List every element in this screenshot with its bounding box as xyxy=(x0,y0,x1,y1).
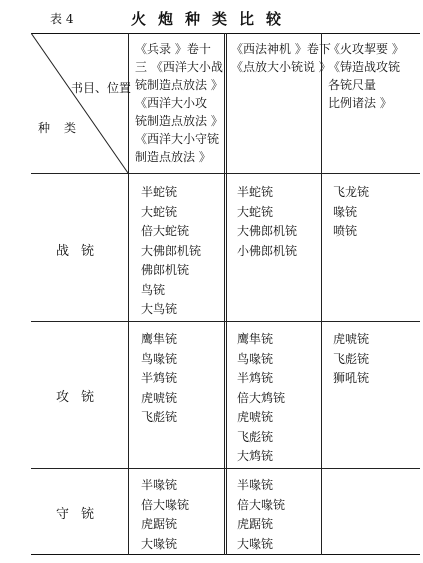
comparison-table xyxy=(31,33,420,555)
gun-name: 倍大喙铳 xyxy=(141,497,190,512)
cell-list xyxy=(237,183,297,261)
gun-name: 倍大蛇铳 xyxy=(141,224,190,238)
column-divider xyxy=(321,33,322,555)
cell-list xyxy=(237,330,285,467)
gun-name: 大蛇铳 xyxy=(237,204,274,219)
gun-name: 大佛郎机铳 xyxy=(237,224,298,238)
gun-name: 大鸩铳 xyxy=(237,449,274,463)
gun-name: 喷铳 xyxy=(333,224,358,238)
gun-name: 鹰隼铳 xyxy=(237,332,274,346)
column-divider-double xyxy=(224,33,227,555)
column-header-binglu: 《兵录 》卷十 三 《西洋大小战 铳制造点放法 》 《西洋大小攻 铳制造点放法 》 《西洋大小守铳 制造点放法 》 xyxy=(135,42,223,164)
gun-name: 半喙铳 xyxy=(237,478,274,492)
gun-name: 大喙铳 xyxy=(237,536,274,551)
gun-name: 虎踞铳 xyxy=(237,517,274,531)
cell-list xyxy=(237,476,285,554)
gun-name: 半鸩铳 xyxy=(237,371,274,385)
gun-name: 半蛇铳 xyxy=(141,185,178,199)
gun-name: 虎唬铳 xyxy=(333,332,370,346)
gun-name: 佛郎机铳 xyxy=(141,263,190,277)
gun-name: 半喙铳 xyxy=(141,478,178,492)
cell-list xyxy=(141,183,201,320)
gun-name: 虎唬铳 xyxy=(141,390,178,405)
gun-name: 大鸟铳 xyxy=(141,302,178,316)
table-number: 表 4 xyxy=(50,12,74,26)
table-title: 火炮种类比较 xyxy=(131,10,294,28)
cell-list xyxy=(333,330,369,389)
gun-name: 飞彪铳 xyxy=(237,429,274,444)
row-label-siege-guns: 攻铳 xyxy=(55,390,106,405)
gun-name: 鸟喙铳 xyxy=(141,351,178,366)
gun-name: 飞龙铳 xyxy=(333,185,370,199)
gun-name: 鸟喙铳 xyxy=(237,351,274,366)
gun-name: 大蛇铳 xyxy=(141,204,178,219)
gun-name: 鸟铳 xyxy=(141,282,166,297)
gun-name: 鹰隼铳 xyxy=(141,332,178,346)
gun-name: 半蛇铳 xyxy=(237,185,274,199)
column-header-xifa-shenji: 《西法神机 》卷下 《点放大小铳说 》 xyxy=(231,42,331,74)
corner-header-books: 书目、位置 xyxy=(71,81,132,95)
gun-name: 狮吼铳 xyxy=(333,371,370,385)
gun-name: 大佛郎机铳 xyxy=(141,243,202,258)
gun-name: 倍大鸩铳 xyxy=(237,390,286,405)
gun-name: 虎踞铳 xyxy=(141,517,178,531)
gun-name: 飞彪铳 xyxy=(141,410,178,424)
gun-name: 虎唬铳 xyxy=(237,410,274,424)
gun-name: 小佛郎机铳 xyxy=(237,243,298,258)
column-header-huogong-qieyao: 《火攻挈要 》 《铸造战攻铳 各铳尺量 比例诸法 》 xyxy=(328,42,404,110)
gun-name: 喙铳 xyxy=(333,204,358,219)
table-caption xyxy=(0,8,423,30)
row-label-battle-guns: 战铳 xyxy=(55,244,106,259)
gun-name: 大喙铳 xyxy=(141,536,178,551)
header-diagonal-line xyxy=(31,33,132,174)
cell-list xyxy=(141,476,189,554)
corner-header-types: 种类 xyxy=(38,121,91,135)
cell-list xyxy=(333,183,369,242)
row-label-defense-guns: 守铳 xyxy=(55,507,106,522)
gun-name: 飞彪铳 xyxy=(333,351,370,366)
cell-list xyxy=(141,330,177,428)
gun-name: 倍大喙铳 xyxy=(237,497,286,512)
gun-name: 半鸩铳 xyxy=(141,371,178,385)
